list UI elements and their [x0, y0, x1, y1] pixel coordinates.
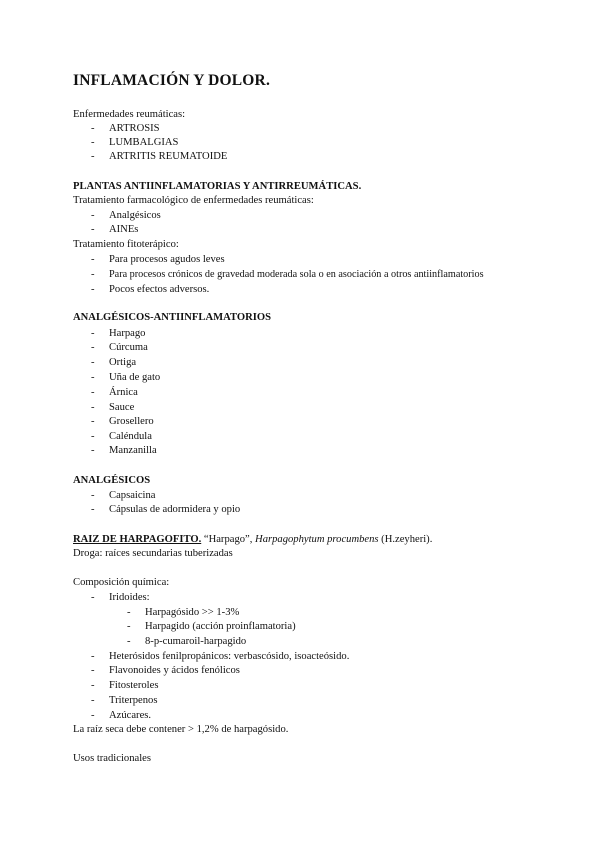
- droga-line: Droga: raíces secundarias tuberizadas: [73, 548, 233, 559]
- dash-icon: -: [91, 137, 95, 148]
- usos-tradicionales: Usos tradicionales: [73, 753, 151, 764]
- harpago-heading: RAIZ DE HARPAGOFITO.: [73, 534, 202, 545]
- harpago-latin-name: Harpagophytum procumbens: [255, 534, 379, 545]
- list-item: Heterósidos fenilpropánicos: verbascósido, isoacteósido.: [109, 651, 350, 662]
- list-item: Fitosteroles: [109, 680, 159, 691]
- dash-icon: -: [91, 151, 95, 162]
- list-item: Sauce: [109, 402, 135, 413]
- sub-list-item: Harpagido (acción proinflamatoria): [145, 621, 296, 632]
- dash-icon: -: [91, 328, 95, 339]
- dash-icon: -: [91, 592, 95, 603]
- dash-icon: -: [91, 372, 95, 383]
- list-item: Manzanilla: [109, 445, 157, 456]
- analg-antiinfl-heading: ANALGÉSICOS-ANTIINFLAMATORIOS: [73, 312, 271, 323]
- list-item: Iridoides:: [109, 592, 150, 603]
- list-item: ARTROSIS: [109, 123, 160, 134]
- raiz-contenido: La raíz seca debe contener > 1,2% de harpagósido.: [73, 724, 289, 735]
- dash-icon: -: [91, 445, 95, 456]
- dash-icon: -: [91, 431, 95, 442]
- dash-icon: -: [91, 210, 95, 221]
- list-item: Grosellero: [109, 416, 154, 427]
- list-item: Cápsulas de adormidera y opio: [109, 504, 241, 515]
- plantas-heading: PLANTAS ANTIINFLAMATORIAS Y ANTIRREUMÁTICAS.: [73, 181, 362, 192]
- list-item: Pocos efectos adversos.: [109, 284, 210, 295]
- list-item: Capsaicina: [109, 490, 156, 501]
- dash-icon: -: [91, 710, 95, 721]
- dash-icon: -: [91, 224, 95, 235]
- dash-icon: -: [91, 387, 95, 398]
- composicion-label: Composición química:: [73, 577, 170, 588]
- fito-label: Tratamiento fitoterápico:: [73, 239, 179, 250]
- list-item: Uña de gato: [109, 372, 161, 383]
- dash-icon: -: [91, 651, 95, 662]
- dash-icon: -: [127, 621, 131, 632]
- dash-icon: -: [127, 636, 131, 647]
- list-item: Triterpenos: [109, 695, 158, 706]
- dash-icon: -: [91, 402, 95, 413]
- enfermedades-heading: Enfermedades reumáticas:: [73, 109, 186, 120]
- list-item: Cúrcuma: [109, 342, 148, 353]
- dash-icon: -: [91, 416, 95, 427]
- sub-list-item: 8-p-cumaroil-harpagido: [145, 636, 247, 647]
- page-title: INFLAMACIÓN Y DOLOR.: [73, 72, 271, 89]
- farmaco-label: Tratamiento farmacológico de enfermedades reumáticas:: [73, 195, 314, 206]
- dash-icon: -: [127, 607, 131, 618]
- dash-icon: -: [91, 254, 95, 265]
- harpago-common-name: “Harpago”,: [201, 534, 256, 545]
- harpago-author: (H.zeyheri).: [378, 534, 433, 545]
- dash-icon: -: [91, 342, 95, 353]
- dash-icon: -: [91, 665, 95, 676]
- dash-icon: -: [91, 269, 95, 280]
- list-item: Para procesos crónicos de gravedad moderada sola o en asociación a otros antiinflamatorios: [109, 269, 484, 280]
- list-item: Caléndula: [109, 431, 152, 442]
- dash-icon: -: [91, 680, 95, 691]
- list-item: AINEs: [109, 224, 139, 235]
- dash-icon: -: [91, 504, 95, 515]
- dash-icon: -: [91, 695, 95, 706]
- dash-icon: -: [91, 284, 95, 295]
- list-item: Analgésicos: [109, 210, 161, 221]
- list-item: Ortiga: [109, 357, 137, 368]
- dash-icon: -: [91, 123, 95, 134]
- dash-icon: -: [91, 357, 95, 368]
- list-item: Para procesos agudos leves: [109, 254, 225, 265]
- list-item: Harpago: [109, 328, 146, 339]
- list-item: Azúcares.: [109, 710, 152, 721]
- analgesicos-heading: ANALGÉSICOS: [73, 475, 151, 486]
- list-item: Flavonoides y ácidos fenólicos: [109, 665, 240, 676]
- harpago-heading-line: [73, 533, 432, 547]
- list-item: ARTRITIS REUMATOIDE: [109, 151, 228, 162]
- dash-icon: -: [91, 490, 95, 501]
- list-item: LUMBALGIAS: [109, 137, 179, 148]
- sub-list-item: Harpagósido >> 1-3%: [145, 607, 240, 618]
- list-item: Árnica: [109, 387, 138, 398]
